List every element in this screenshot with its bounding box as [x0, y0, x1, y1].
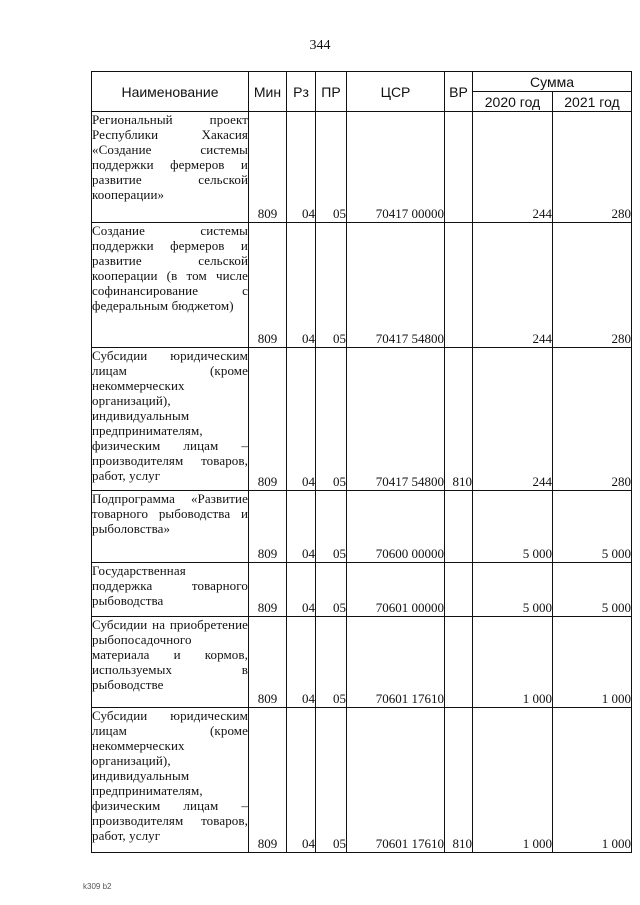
header-pr: ПР — [316, 72, 347, 112]
row-min: 809 — [249, 617, 287, 708]
page-number: 344 — [309, 38, 331, 53]
header-rz: Рз — [287, 72, 316, 112]
row-2020: 1 000 — [473, 617, 553, 708]
header-min: Мин — [249, 72, 287, 112]
row-name: Государственная поддержка товарного рыбоводства — [92, 563, 249, 617]
table-row — [92, 617, 632, 708]
row-min: 809 — [249, 491, 287, 563]
row-rz: 04 — [287, 112, 316, 223]
header-year-2020: 2020 год — [473, 92, 553, 112]
row-pr: 05 — [316, 708, 347, 853]
row-rz: 04 — [287, 223, 316, 348]
row-min: 809 — [249, 348, 287, 491]
table-row — [92, 223, 632, 348]
row-min: 809 — [249, 708, 287, 853]
row-2021: 280 — [553, 112, 632, 223]
row-rz: 04 — [287, 491, 316, 563]
row-vr — [445, 112, 473, 223]
row-rz: 04 — [287, 708, 316, 853]
row-pr: 05 — [316, 348, 347, 491]
row-vr: 810 — [445, 708, 473, 853]
row-pr: 05 — [316, 491, 347, 563]
row-vr — [445, 491, 473, 563]
row-vr — [445, 223, 473, 348]
table-row — [92, 491, 632, 563]
row-vr: 810 — [445, 348, 473, 491]
row-rz: 04 — [287, 563, 316, 617]
header-name: Наименование — [92, 72, 249, 112]
row-csr: 70417 00000 — [347, 112, 445, 223]
row-vr — [445, 563, 473, 617]
row-name: Субсидии на приобретение рыбопосадочного материала и кормов, используемых в рыбоводстве — [92, 617, 249, 708]
row-2020: 5 000 — [473, 491, 553, 563]
table-row — [92, 708, 632, 853]
row-min: 809 — [249, 112, 287, 223]
row-csr: 70601 17610 — [347, 708, 445, 853]
row-name: Субсидии юридическим лицам (кроме некоммерческих организаций), индивидуальным предпринимателям, физическим лицам – производителям товаров, работ, услуг — [92, 708, 249, 853]
row-2020: 1 000 — [473, 708, 553, 853]
row-rz: 04 — [287, 348, 316, 491]
row-csr: 70600 00000 — [347, 491, 445, 563]
row-name: Создание системы поддержки фермеров и развитие сельской кооперации (в том числе софинансирование с федеральным бюджетом) — [92, 223, 249, 348]
row-2021: 1 000 — [553, 708, 632, 853]
row-csr: 70601 00000 — [347, 563, 445, 617]
header-year-2021: 2021 год — [553, 92, 632, 112]
row-2020: 244 — [473, 112, 553, 223]
row-csr: 70417 54800 — [347, 348, 445, 491]
row-2021: 5 000 — [553, 563, 632, 617]
footer-code: k309 b2 — [83, 882, 112, 891]
table-row — [92, 563, 632, 617]
row-2021: 1 000 — [553, 617, 632, 708]
header-vr: ВР — [445, 72, 473, 112]
header-sum: Сумма — [473, 72, 632, 92]
row-2021: 280 — [553, 348, 632, 491]
row-csr: 70417 54800 — [347, 223, 445, 348]
budget-table — [91, 71, 632, 853]
row-2020: 244 — [473, 223, 553, 348]
row-pr: 05 — [316, 617, 347, 708]
table-row — [92, 112, 632, 223]
row-pr: 05 — [316, 112, 347, 223]
row-2021: 5 000 — [553, 491, 632, 563]
header-csr: ЦСР — [347, 72, 445, 112]
row-2020: 5 000 — [473, 563, 553, 617]
row-pr: 05 — [316, 223, 347, 348]
row-pr: 05 — [316, 563, 347, 617]
row-name: Подпрограмма «Развитие товарного рыбоводства и рыболовства» — [92, 491, 249, 563]
row-rz: 04 — [287, 617, 316, 708]
row-min: 809 — [249, 563, 287, 617]
table-row — [92, 348, 632, 491]
row-name: Региональный проект Республики Хакасия «Создание системы поддержки фермеров и развитие сельской кооперации» — [92, 112, 249, 223]
row-min: 809 — [249, 223, 287, 348]
row-vr — [445, 617, 473, 708]
row-csr: 70601 17610 — [347, 617, 445, 708]
row-2021: 280 — [553, 223, 632, 348]
row-2020: 244 — [473, 348, 553, 491]
row-name: Субсидии юридическим лицам (кроме некоммерческих организаций), индивидуальным предпринимателям, физическим лицам – производителям товаров, работ, услуг — [92, 348, 249, 491]
